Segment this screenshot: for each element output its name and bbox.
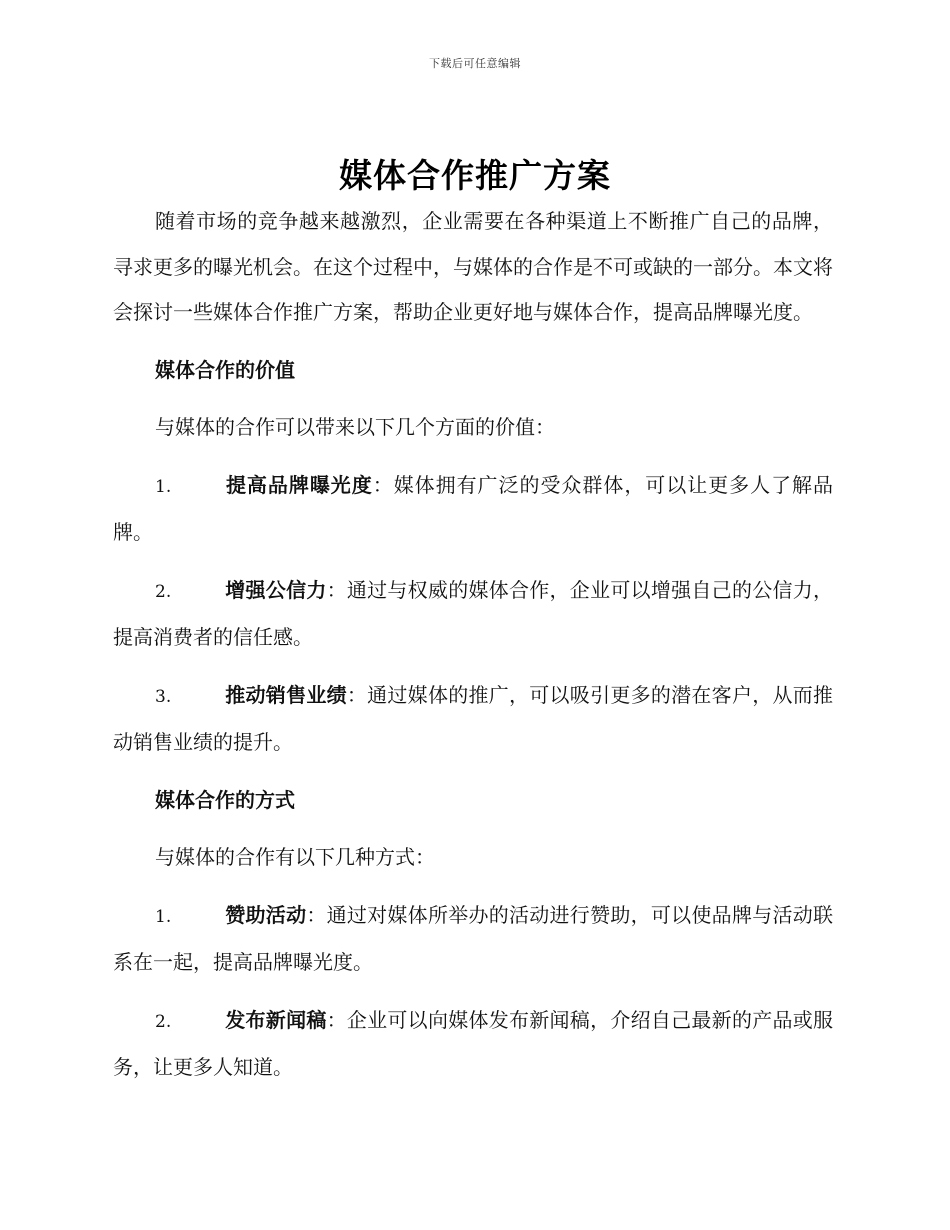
section-intro-methods: 与媒体的合作有以下几种方式： xyxy=(155,845,435,869)
list-item-desc: ：通过与权威的媒体合作，企业可以增强自己的公信力，提高消费者的信任感。 xyxy=(113,577,834,649)
intro-paragraph: 随着市场的竞争越来越激烈，企业需要在各种渠道上不断推广自己的品牌，寻求更多的曝光机会。在这个过程中，与媒体的合作是不可或缺的一部分。本文将会探讨一些媒体合作推广方案，帮助企业更好地与媒体合作，提高品牌曝光度。 xyxy=(113,209,833,324)
list-item-term: 提高品牌曝光度 xyxy=(225,472,373,497)
list-number: 1. xyxy=(155,906,172,927)
list-item xyxy=(113,463,833,556)
list-item xyxy=(113,673,833,766)
list-item xyxy=(113,998,833,1091)
list-number: 1. xyxy=(155,476,172,497)
list-item-term: 推动销售业绩 xyxy=(225,682,347,707)
list-item xyxy=(113,893,833,986)
list-item-term: 发布新闻稿 xyxy=(225,1007,327,1032)
list-number: 2. xyxy=(155,581,172,602)
section-heading-methods: 媒体合作的方式 xyxy=(155,787,295,812)
document-body xyxy=(113,199,833,1091)
list-item xyxy=(113,568,833,661)
section-heading-value: 媒体合作的价值 xyxy=(155,357,295,382)
list-item-desc: ：媒体拥有广泛的受众群体，可以让更多人了解品牌。 xyxy=(113,472,834,544)
list-item-term: 增强公信力 xyxy=(225,577,327,602)
page-title: 媒体合作推广方案 xyxy=(339,156,611,195)
list-item-term: 赞助活动 xyxy=(225,902,307,927)
list-item-desc: ：企业可以向媒体发布新闻稿，介绍自己最新的产品或服务，让更多人知道。 xyxy=(113,1007,834,1079)
list-item-desc: ：通过媒体的推广，可以吸引更多的潜在客户，从而推动销售业绩的提升。 xyxy=(113,682,834,754)
list-number: 2. xyxy=(155,1011,172,1032)
header-note: 下载后可任意编辑 xyxy=(429,57,521,70)
list-number: 3. xyxy=(155,686,172,707)
list-item-desc: ：通过对媒体所举办的活动进行赞助，可以使品牌与活动联系在一起，提高品牌曝光度。 xyxy=(113,902,834,974)
section-intro-value: 与媒体的合作可以带来以下几个方面的价值： xyxy=(155,415,555,439)
